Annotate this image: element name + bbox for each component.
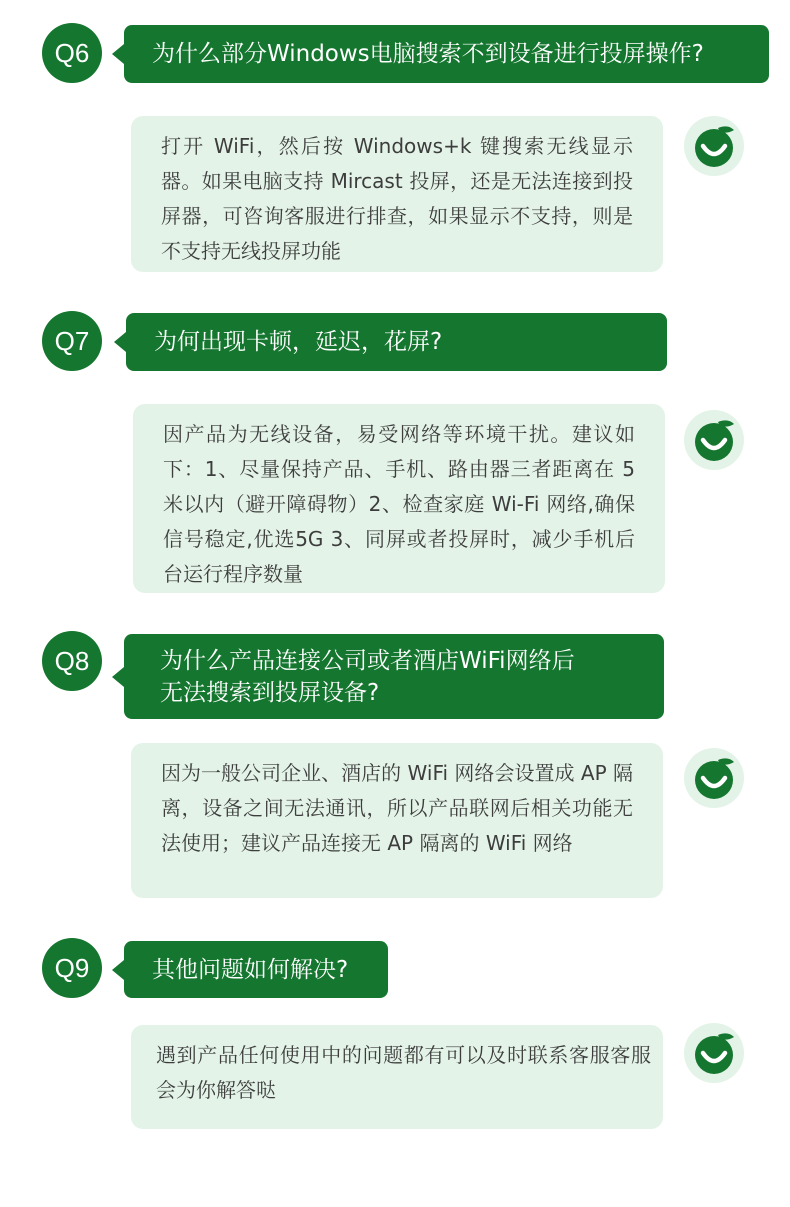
- q7-answer-text: 因产品为无线设备，易受网络等环境干扰。建议如下：1、尽量保持产品、手机、路由器三者距离在 5 米以内（避开障碍物）2、检查家庭 Wi-Fi 网络,确保信号稳定,优选5G 3、同屏或者投屏时，减少手机后台运行程序数量: [163, 422, 635, 586]
- q7-avatar-icon: [684, 410, 744, 470]
- q9-badge: [42, 938, 102, 998]
- q6-avatar-icon: [684, 116, 744, 176]
- q7-answer-bubble: [133, 404, 665, 593]
- q6-answer-bubble: [131, 116, 663, 272]
- q8-answer-text: 因为一般公司企业、酒店的 WiFi 网络会设置成 AP 隔离，设备之间无法通讯，所以产品联网后相关功能无法使用；建议产品连接无 AP 隔离的 WiFi 网络: [161, 761, 633, 855]
- q9-question-text: 其他问题如何解决?: [152, 956, 349, 983]
- q6-badge-label: Q6: [54, 37, 90, 68]
- q8-answer-bubble: [131, 743, 663, 898]
- q6-badge: [42, 23, 102, 83]
- q8-badge: [42, 631, 102, 691]
- q7-badge: [42, 311, 102, 371]
- q8-badge-label: Q8: [54, 645, 90, 676]
- q9-question-bubble: [124, 941, 388, 998]
- q8-question-text: 为什么产品连接公司或者酒店WiFi网络后 无法搜索到投屏设备?: [160, 647, 575, 706]
- q9-avatar-icon: [684, 1023, 744, 1083]
- q6-question-bubble: [124, 25, 769, 83]
- q9-answer-text: 遇到产品任何使用中的问题都有可以及时联系客服客服会为你解答哒: [156, 1043, 651, 1102]
- q9-badge-label: Q9: [54, 952, 90, 983]
- q7-question-bubble: [126, 313, 667, 371]
- q6-question-text: 为什么部分Windows电脑搜索不到设备进行投屏操作?: [152, 41, 704, 67]
- q7-question-text: 为何出现卡顿，延迟，花屏?: [154, 329, 443, 355]
- q7-badge-label: Q7: [54, 325, 90, 356]
- q6-answer-text: 打开 WiFi，然后按 Windows+k 键搜索无线显示器。如果电脑支持 Mircast 投屏，还是无法连接到投屏器，可咨询客服进行排查，如果显示不支持，则是不支持无线投屏功能: [161, 134, 633, 263]
- q8-question-bubble: [124, 634, 664, 719]
- q8-avatar-icon: [684, 748, 744, 808]
- q9-answer-bubble: [131, 1025, 663, 1129]
